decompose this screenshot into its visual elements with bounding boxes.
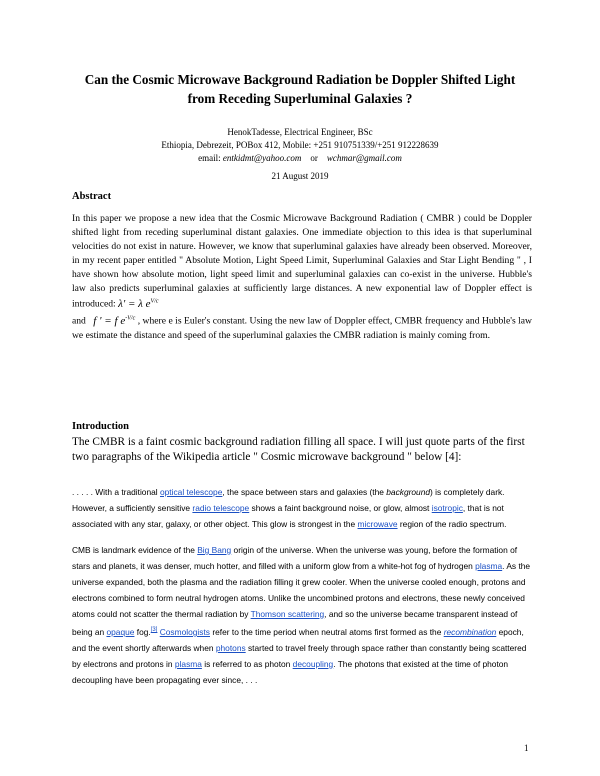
abstract-text-2: , where e is Euler's constant. Using the new law of Doppler effect, CMBR frequency and Hubble's law we estimate the distance and speed of the superluminal galaxies the CMBR radiation is mainly coming from.: [72, 315, 532, 341]
abstract-heading: Abstract: [72, 191, 112, 202]
link-isotropic[interactable]: isotropic: [431, 503, 463, 513]
introduction-heading: Introduction: [72, 421, 129, 432]
abstract-body: [72, 212, 532, 342]
email-2: wchmar@gmail.com: [326, 153, 402, 163]
abstract-text-1: In this paper we propose a new idea that the Cosmic Microwave Background Radiation ( CMBR ) could be Doppler shifted light from receding superluminal distant galaxies. One immediate objection to this idea is that superluminal velocities do not exist in nature. However, we know that superluminal galaxies have already been observed. Moreover, in my recent paper entitled " Absolute Motion, Light Speed Limit, Superluminal Galaxies and Star Light Bending " , I have shown how absolute motion, light speed limit and superluminal galaxies can co-exist in the universe. Hubble's law also predicts superluminal galaxies at sufficiently large distances. A new exponential law of Doppler effect is introduced:: [72, 213, 532, 311]
link-radio-telescope[interactable]: radio telescope: [192, 503, 250, 513]
link-cosmologists[interactable]: Cosmologists: [159, 626, 210, 637]
quote-paragraph-1: . . . . . With a traditional optical telescope, the space between stars and galaxies (the background) is completely dark. However, a sufficiently sensitive radio telescope shows a faint background noise, or glow, almost isotropic, that is not associated with any star, galaxy, or other object. This glow is strongest in the microwave region of the radio spectrum.: [72, 487, 507, 529]
link-plasma[interactable]: plasma: [475, 561, 503, 571]
quote-paragraph-2: CMB is landmark evidence of the Big Bang origin of the universe. When the universe was young, before the formation of stars and planets, it was denser, much hotter, and filled with a uniform glow from a white-hot fog of hydrogen plasma. As the universe expanded, both the plasma and the radiation filling it grew cooler. When the universe cooled enough, protons and electrons combined to form neutral hydrogen atoms. Unlike the uncombined protons and electrons, these newly conceived atoms could not scatter the thermal radiation by Thomson scattering, and so the universe became transparent instead of being an opaque fog.[3] Cosmologists refer to the time period when neutral atoms first formed as the recombination epoch, and the event shortly afterwards when photons started to travel freely through space rather than constantly being scattered by electrons and protons in plasma is referred to as photon decoupling. The photons that existed at the time of photon decoupling have been propagating ever since, . . .: [72, 545, 531, 685]
link-optical-telescope[interactable]: optical telescope: [159, 487, 223, 497]
link-photons[interactable]: photons: [215, 642, 246, 653]
email-label: email:: [198, 153, 221, 163]
email-1: entkidmt@yahoo.com: [222, 153, 302, 163]
author-emails: [60, 152, 540, 165]
link-thomson-scattering[interactable]: Thomson scattering: [250, 609, 325, 619]
title-line-1: Can the Cosmic Microwave Background Radiation be Doppler Shifted Light: [84, 72, 516, 87]
link-big-bang[interactable]: Big Bang: [197, 545, 232, 555]
link-plasma-2[interactable]: plasma: [174, 658, 202, 669]
link-opaque[interactable]: opaque: [106, 626, 135, 637]
title-line-2: from Receding Superluminal Galaxies ?: [187, 91, 413, 106]
page-number: 1: [524, 743, 529, 753]
author-address: Ethiopia, Debrezeit, POBox 412, Mobile: +251 910751339/+251 912228639: [161, 140, 439, 150]
link-microwave[interactable]: microwave: [357, 519, 398, 529]
author-name: HenokTadesse, Electrical Engineer, BSc: [227, 127, 373, 137]
paper-title: [60, 70, 540, 108]
email-or: or: [310, 153, 318, 163]
reference-3-link[interactable]: [3]: [150, 627, 158, 633]
link-decoupling[interactable]: decoupling: [292, 658, 334, 669]
formula-frequency: f ' = f $e^{-V/c}$: [93, 314, 136, 327]
link-recombination[interactable]: recombination: [443, 626, 497, 637]
introduction-paragraph: The CMBR is a faint cosmic background radiation filling all space. I will just quote parts of the first two paragraphs of the Wikipedia article " Cosmic microwave background " below [4]:: [72, 436, 525, 464]
formula-wavelength: λ' = λ $e^{V/c}$: [118, 298, 159, 311]
paper-date: 21 August 2019: [271, 171, 329, 181]
abstract-and: and: [72, 315, 86, 327]
